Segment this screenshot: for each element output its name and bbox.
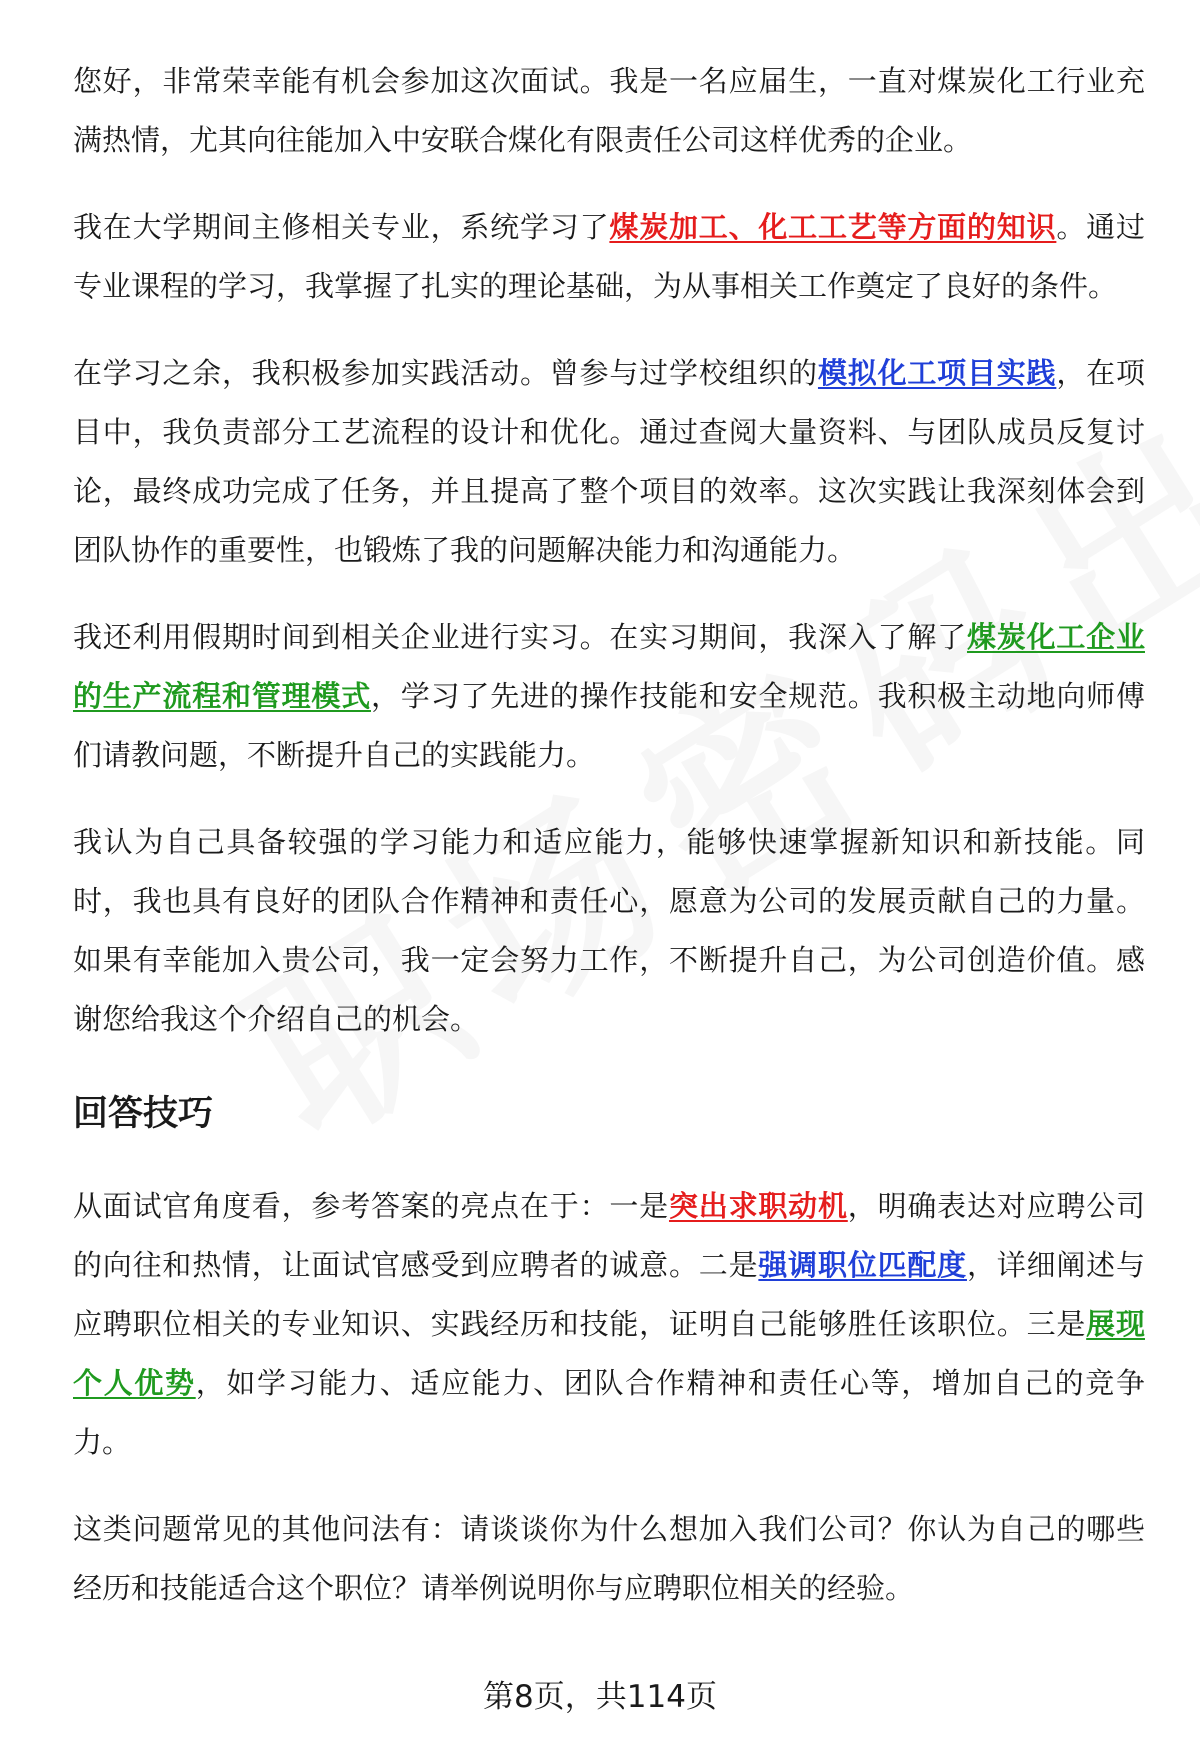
paragraph bbox=[73, 1177, 1145, 1472]
highlighted-phrase: 突出求职动机 bbox=[668, 1189, 848, 1223]
highlighted-phrase: 煤炭化工企业的生产流程和管理模式 bbox=[73, 620, 1145, 713]
paragraph-text: 我认为自己具备较强的学习能力和适应能力，能够快速掌握新知识和新技能。同时，我也具有良好的团队合作精神和责任心，愿意为公司的发展贡献自己的力量。如果有幸能加入贵公司，我一定会努力工作，不断提升自己，为公司创造价值。感谢您给我这个介绍自己的机会。 bbox=[73, 825, 1145, 1036]
paragraph-text: ，如学习能力、适应能力、团队合作精神和责任心等，增加自己的竞争力。 bbox=[73, 1366, 1145, 1459]
paragraph-text: 这类问题常见的其他问法有：请谈谈你为什么想加入我们公司？你认为自己的哪些经历和技能适合这个职位？请举例说明你与应聘职位相关的经验。 bbox=[73, 1512, 1145, 1605]
highlighted-phrase: 强调职位匹配度 bbox=[758, 1248, 967, 1282]
paragraph-text: ，明确表达对应聘公司的向往和热情，让面试官感受到应聘者的诚意。二是 bbox=[73, 1189, 1145, 1282]
paragraph-text: ，在项目中，我负责部分工艺流程的设计和优化。通过查阅大量资料、与团队成员反复讨论，最终成功完成了任务，并且提高了整个项目的效率。这次实践让我深刻体会到团队协作的重要性，也锻炼了我的问题解决能力和沟通能力。 bbox=[73, 356, 1145, 567]
paragraph-text: 您好，非常荣幸能有机会参加这次面试。我是一名应届生，一直对煤炭化工行业充满热情，尤其向往能加入中安联合煤化有限责任公司这样优秀的企业。 bbox=[73, 64, 1145, 157]
paragraph bbox=[73, 1500, 1145, 1618]
highlighted-phrase: 展现个人优势 bbox=[73, 1307, 1145, 1400]
answer-section bbox=[73, 52, 1145, 1049]
paragraph bbox=[73, 344, 1145, 580]
highlighted-phrase: 模拟化工项目实践 bbox=[817, 356, 1057, 390]
paragraph bbox=[73, 52, 1145, 170]
document-content bbox=[73, 52, 1145, 1646]
paragraph bbox=[73, 813, 1145, 1049]
paragraph bbox=[73, 608, 1145, 785]
page-number: 第8页，共114页 bbox=[483, 1679, 717, 1715]
paragraph-text: ，学习了先进的操作技能和安全规范。我积极主动地向师傅们请教问题，不断提升自己的实践能力。 bbox=[73, 679, 1145, 772]
paragraph-text: 。通过专业课程的学习，我掌握了扎实的理论基础，为从事相关工作奠定了良好的条件。 bbox=[73, 210, 1145, 303]
paragraph-text: 我还利用假期时间到相关企业进行实习。在实习期间，我深入了解了 bbox=[73, 620, 967, 654]
paragraph-text: 我在大学期间主修相关专业，系统学习了 bbox=[73, 210, 610, 244]
tips-section bbox=[73, 1177, 1145, 1618]
paragraph-text: ，详细阐述与应聘职位相关的专业知识、实践经历和技能，证明自己能够胜任该职位。三是 bbox=[73, 1248, 1145, 1341]
highlighted-phrase: 煤炭加工、化工工艺等方面的知识 bbox=[609, 210, 1057, 244]
paragraph-text: 从面试官角度看，参考答案的亮点在于：一是 bbox=[73, 1189, 669, 1223]
section-heading: 回答技巧 bbox=[73, 1094, 214, 1134]
paragraph bbox=[73, 198, 1145, 316]
paragraph-text: 在学习之余，我积极参加实践活动。曾参与过学校组织的 bbox=[73, 356, 818, 390]
